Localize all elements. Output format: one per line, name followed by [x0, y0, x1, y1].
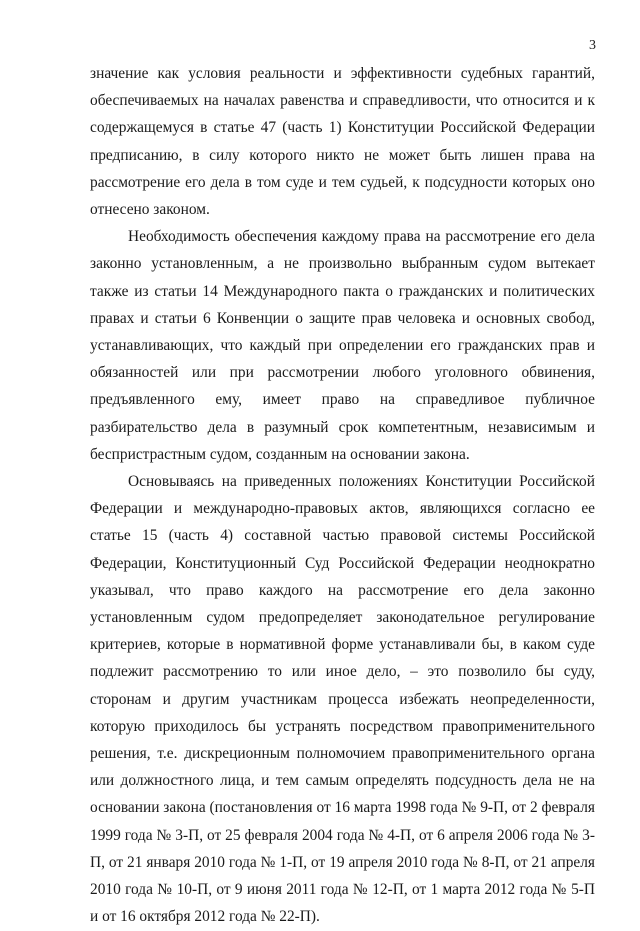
paragraph-1: значение как условия реальности и эффективности судебных гарантий, обеспечиваемых на началах равенства и справедливости, что относится и к содержащемуся в статье 47 (часть 1) Конституции Российской Федерации предписанию, в силу которого никто не может быть лишен права на рассмотрение его дела в том суде и тем судьей, к подсудности которых оно отнесено законом.: [90, 65, 595, 219]
paragraph-2: Необходимость обеспечения каждому права на рассмотрение его дела законно установленным, а не произвольно выбранным судом вытекает также из статьи 14 Международного пакта о гражданских и политических правах и статьи 6 Конвенции о защите прав человека и основных свобод, устанавливающих, что каждый при определении его гражданских прав и обязанностей или при рассмотрении любого уголовного обвинения, предъявленного ему, имеет право на справедливое публичное разбирательство дела в разумный срок компетентным, независимым и беспристрастным судом, созданным на основании закона.: [90, 228, 595, 463]
document-body: [90, 60, 595, 931]
paragraph-3: Основываясь на приведенных положениях Конституции Российской Федерации и международно-правовых актов, являющихся согласно ее статье 15 (часть 4) составной частью правовой системы Российской Федерации, Конституционный Суд Российской Федерации неоднократно указывал, что право каждого на рассмотрение его дела законно установленным судом предопределяет законодательное регулирование критериев, которые в нормативной форме устанавливали бы, в каком суде подлежит рассмотрению то или иное дело, – это позволило бы суду, сторонам и другим участникам процесса избежать неопределенности, которую приходилось бы устранять посредством правоприменительного решения, т.е. дискреционным полномочием правоприменительного органа или должностного лица, и тем самым определять подсудность дела не на основании закона (постановления от 16 марта 1998 года № 9-П, от 2 февраля 1999 года № 3-П, от 25 февраля 2004 года № 4-П, от 6 апреля 2006 года № 3-П, от 21 января 2010 года № 1-П, от 19 апреля 2010 года № 8-П, от 21 апреля 2010 года № 10-П, от 9 июня 2011 года № 12-П, от 1 марта 2012 года № 5-П и от 16 октября 2012 года № 22-П).: [90, 473, 595, 926]
page-number: 3: [589, 38, 596, 53]
